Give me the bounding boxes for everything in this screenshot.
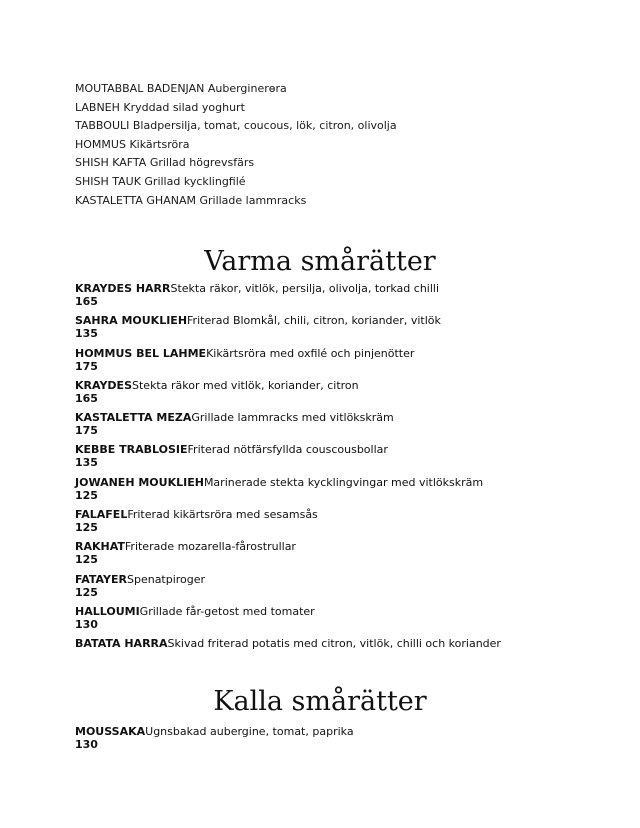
menu-item	[75, 282, 501, 314]
list-item: HOMMUS Kikärtsröra	[75, 137, 190, 151]
dish-description: Grillade lammracks med vitlökskräm	[191, 411, 394, 425]
warm-dish-list	[75, 282, 501, 670]
dish-price: 165	[75, 391, 98, 405]
dish-description: Friterad kikärtsröra med sesamsås	[127, 508, 318, 522]
dish-description: Friterad nötfärsfyllda couscousbollar	[187, 443, 388, 457]
dish-price: 175	[75, 359, 98, 373]
dish-description: Stekta räkor, vitlök, persilja, olivolja, torkad chilli	[170, 282, 440, 295]
cold-starters-list	[75, 80, 397, 210]
dish-description: Stekta räkor med vitlök, koriander, citron	[132, 378, 359, 392]
dish-name: KEBBE TRABLOSIE	[75, 443, 188, 457]
dish-price: 130	[75, 738, 98, 751]
dish-name: FATAYER	[75, 572, 127, 586]
dish-price: 165	[75, 295, 98, 308]
dish-description: Friterade mozarella-fårostrullar	[124, 540, 296, 554]
dish-price: 135	[75, 456, 98, 470]
list-item: SHISH TAUK Grillad kycklingfilé	[75, 174, 246, 188]
menu-item	[75, 314, 501, 346]
dish-name: RAKHAT	[75, 540, 125, 554]
dish-name: SAHRA MOUKLIEH	[75, 314, 188, 328]
warm-section-title: Varma smårätter	[204, 246, 436, 277]
cold-dish-list	[75, 725, 354, 757]
dish-price: 125	[75, 488, 98, 502]
cold-section-title: Kalla smårätter	[213, 686, 427, 717]
menu-item	[75, 508, 501, 540]
dish-name: JOWANEH MOUKLIEH	[75, 475, 204, 489]
menu-item	[75, 637, 501, 669]
menu-item	[75, 347, 501, 379]
menu-item	[75, 540, 501, 572]
dish-description: Grillade får-getost med tomater	[139, 604, 315, 618]
dish-name: BATATA HARRA	[75, 637, 168, 651]
menu-item	[75, 476, 501, 508]
menu-item	[75, 443, 501, 475]
dish-price: 125	[75, 553, 98, 567]
dish-name: HOMMUS BEL LAHME	[75, 346, 207, 360]
menu-item	[75, 573, 501, 605]
menu-item	[75, 605, 501, 637]
dish-name: HALLOUMI	[75, 604, 140, 618]
dish-name: MOUSSAKA	[75, 725, 146, 738]
dish-price: 125	[75, 521, 98, 535]
dish-description: Kikärtsröra med oxfilé och pinjenötter	[206, 346, 415, 360]
menu-item	[75, 379, 501, 411]
dish-price: 125	[75, 585, 98, 599]
dish-name: FALAFEL	[75, 508, 128, 522]
dish-name: KRAYDES HARR	[75, 282, 171, 295]
list-item: LABNEH Kryddad silad yoghurt	[75, 100, 245, 114]
menu-item	[75, 725, 354, 757]
dish-price: 135	[75, 327, 98, 341]
dish-description: Skivad friterad potatis med citron, vitlök, chilli och koriander	[167, 637, 501, 651]
dish-name: KRAYDES	[75, 378, 132, 392]
list-item: TABBOULI Bladpersilja, tomat, coucous, lök, citron, olivolja	[75, 119, 397, 133]
dish-description: Ugnsbakad aubergine, tomat, paprika	[145, 725, 354, 738]
list-item: SHISH KAFTA Grillad högrevsfärs	[75, 156, 255, 170]
list-item: KASTALETTA GHANAM Grillade lammracks	[75, 193, 307, 207]
menu-item	[75, 411, 501, 443]
dish-description: Friterad Blomkål, chili, citron, koriander, vitlök	[187, 314, 441, 328]
dish-price: 130	[75, 617, 98, 631]
dish-description: Marinerade stekta kycklingvingar med vitlökskräm	[203, 475, 484, 489]
dish-name: KASTALETTA MEZA	[75, 411, 192, 425]
dish-description: Spenatpiroger	[126, 572, 206, 586]
list-item: MOUTABBAL BADENJAN Auberginerөra	[75, 82, 287, 95]
dish-price: 175	[75, 424, 98, 438]
